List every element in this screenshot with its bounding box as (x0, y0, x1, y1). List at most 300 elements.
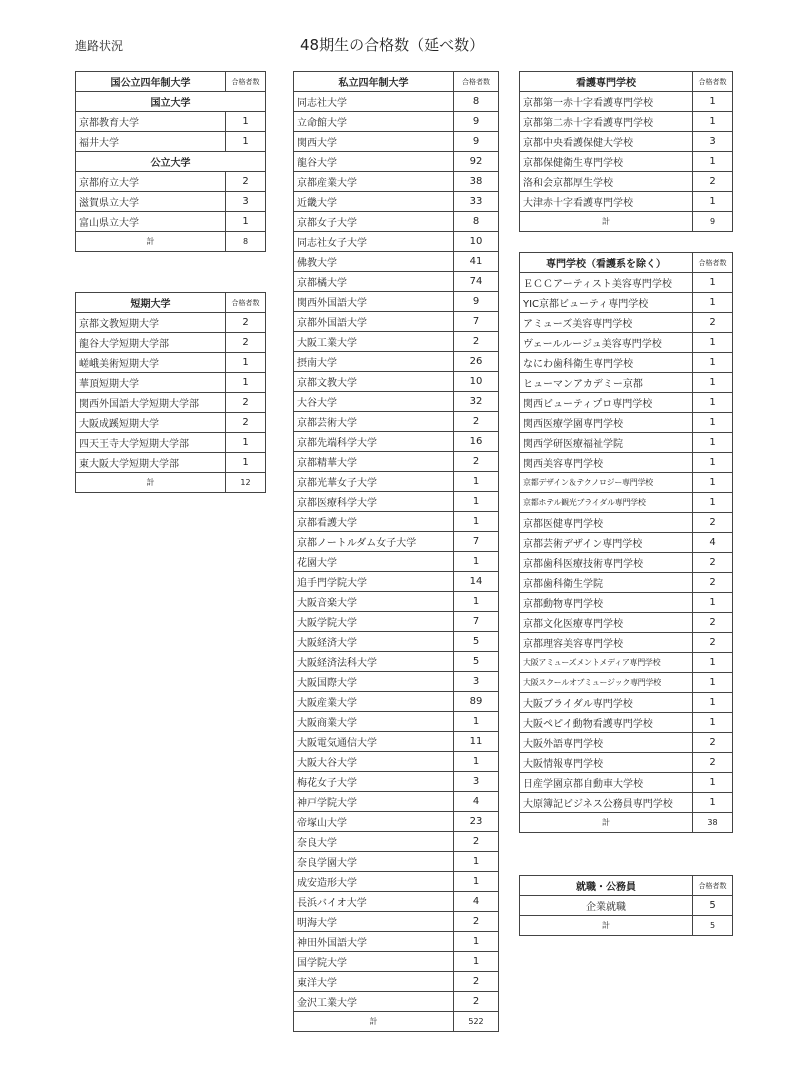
table-row (294, 992, 499, 1012)
pass-count: 2 (454, 972, 499, 992)
table-row (294, 592, 499, 612)
school-name: YIC京都ビューティ専門学校 (520, 293, 693, 313)
table-row (520, 112, 733, 132)
pass-count: 14 (454, 572, 499, 592)
column-header: 合格者数 (226, 293, 266, 313)
section-title: 短期大学 (76, 293, 226, 313)
pass-count: 2 (454, 832, 499, 852)
total-label: 計 (76, 473, 226, 493)
table-row (294, 512, 499, 532)
total-row (76, 473, 266, 493)
school-name: アミューズ美容専門学校 (520, 313, 693, 333)
nursing-school-table (519, 71, 733, 232)
table-row (520, 152, 733, 172)
school-name: 京都文教短期大学 (76, 313, 226, 333)
pass-count: 2 (226, 413, 266, 433)
school-name: 国学院大学 (294, 952, 454, 972)
school-name: 京都外国語大学 (294, 312, 454, 332)
total-row (520, 813, 733, 833)
pass-count: 1 (454, 852, 499, 872)
table-row (294, 672, 499, 692)
pass-count: 1 (693, 453, 733, 473)
pass-count: 2 (693, 313, 733, 333)
pass-count: 1 (693, 192, 733, 212)
school-name: 大谷大学 (294, 392, 454, 412)
section-title: 看護専門学校 (520, 72, 693, 92)
pass-count: 1 (693, 793, 733, 813)
junior-college-table (75, 292, 266, 493)
school-name: 同志社女子大学 (294, 232, 454, 252)
school-name: 近畿大学 (294, 192, 454, 212)
table-header-row (76, 72, 266, 92)
school-name: 大阪ペピイ動物看護専門学校 (520, 713, 693, 733)
school-name: 京都ホテル観光ブライダル専門学校 (520, 493, 693, 513)
school-name: 佛教大学 (294, 252, 454, 272)
table-row (520, 293, 733, 313)
pass-count: 2 (693, 553, 733, 573)
school-name: 洛和会京都厚生学校 (520, 172, 693, 192)
table-row (520, 413, 733, 433)
table-header-row (520, 253, 733, 273)
school-name: 京都橘大学 (294, 272, 454, 292)
school-name: 摂南大学 (294, 352, 454, 372)
table-row (520, 613, 733, 633)
school-name: 関西学研医療福祉学院 (520, 433, 693, 453)
pass-count: 33 (454, 192, 499, 212)
school-name: 奈良大学 (294, 832, 454, 852)
pass-count: 1 (454, 952, 499, 972)
table-row (294, 692, 499, 712)
table-row (294, 532, 499, 552)
table-row (294, 392, 499, 412)
table-row (294, 212, 499, 232)
school-name: 関西医療学園専門学校 (520, 413, 693, 433)
public-university-table (75, 71, 266, 252)
pass-count: 11 (454, 732, 499, 752)
table-row (76, 413, 266, 433)
school-name: 京都文教大学 (294, 372, 454, 392)
subsection-row (76, 92, 266, 112)
column-header: 合格者数 (693, 72, 733, 92)
table-row (294, 412, 499, 432)
table-row (294, 892, 499, 912)
pass-count: 1 (454, 552, 499, 572)
column-header: 合格者数 (693, 253, 733, 273)
table-row (294, 972, 499, 992)
school-name: 大阪アミューズメントメディア専門学校 (520, 653, 693, 673)
total-count: 9 (693, 212, 733, 232)
table-row (294, 452, 499, 472)
school-name: 京都ノートルダム女子大学 (294, 532, 454, 552)
school-name: 東大阪大学短期大学部 (76, 453, 226, 473)
pass-count: 1 (454, 592, 499, 612)
total-row (76, 232, 266, 252)
subsection-row (76, 152, 266, 172)
table-row (294, 932, 499, 952)
table-row (76, 192, 266, 212)
school-name: 長浜バイオ大学 (294, 892, 454, 912)
table-header-row (520, 72, 733, 92)
pass-count: 1 (693, 693, 733, 713)
school-name: 京都動物専門学校 (520, 593, 693, 613)
table-row (294, 812, 499, 832)
table-row (294, 192, 499, 212)
employment-table (519, 875, 733, 936)
school-name: 大原簿記ビジネス公務員専門学校 (520, 793, 693, 813)
table-row (520, 513, 733, 533)
school-name: 大阪外語専門学校 (520, 733, 693, 753)
table-row (294, 492, 499, 512)
pass-count: 1 (226, 373, 266, 393)
pass-count: 26 (454, 352, 499, 372)
pass-count: 2 (454, 332, 499, 352)
total-count: 522 (454, 1012, 499, 1032)
school-name: 大阪成蹊短期大学 (76, 413, 226, 433)
table-row (520, 733, 733, 753)
pass-count: 32 (454, 392, 499, 412)
school-name: 梅花女子大学 (294, 772, 454, 792)
table-row (76, 373, 266, 393)
school-name: 京都産業大学 (294, 172, 454, 192)
pass-count: 2 (454, 992, 499, 1012)
table-row (520, 333, 733, 353)
school-name: 嵯峨美術短期大学 (76, 353, 226, 373)
pass-count: 1 (454, 472, 499, 492)
table-row (294, 272, 499, 292)
table-row (294, 832, 499, 852)
pass-count: 5 (454, 652, 499, 672)
pass-count: 1 (454, 712, 499, 732)
pass-count: 3 (454, 772, 499, 792)
table-row (76, 353, 266, 373)
pass-count: 74 (454, 272, 499, 292)
school-name: 京都芸術大学 (294, 412, 454, 432)
table-row (294, 632, 499, 652)
pass-count: 7 (454, 612, 499, 632)
school-name: 京都保健衛生専門学校 (520, 152, 693, 172)
table-row (520, 373, 733, 393)
school-name: 京都歯科医療技術専門学校 (520, 553, 693, 573)
school-name: 大阪工業大学 (294, 332, 454, 352)
table-row (294, 912, 499, 932)
school-name: 金沢工業大学 (294, 992, 454, 1012)
table-row (520, 773, 733, 793)
table-row (294, 952, 499, 972)
pass-count: 2 (693, 733, 733, 753)
total-row (520, 916, 733, 936)
table-row (76, 112, 266, 132)
pass-count: 9 (454, 112, 499, 132)
pass-count: 3 (693, 132, 733, 152)
table-row (520, 313, 733, 333)
table-row (294, 232, 499, 252)
table-row (294, 92, 499, 112)
school-name: 京都医健専門学校 (520, 513, 693, 533)
table-row (520, 673, 733, 693)
school-name: 京都第二赤十字看護専門学校 (520, 112, 693, 132)
table-row (294, 872, 499, 892)
school-name: 京都女子大学 (294, 212, 454, 232)
school-name: 大阪経済大学 (294, 632, 454, 652)
school-name: 滋賀県立大学 (76, 192, 226, 212)
table-row (294, 332, 499, 352)
school-name: 奈良学園大学 (294, 852, 454, 872)
pass-count: 2 (693, 513, 733, 533)
pass-count: 2 (454, 412, 499, 432)
table-row (520, 533, 733, 553)
school-name: 大阪音楽大学 (294, 592, 454, 612)
table-row (76, 393, 266, 413)
table-row (520, 593, 733, 613)
table-row (76, 172, 266, 192)
table-row (294, 772, 499, 792)
school-name: 神田外国語大学 (294, 932, 454, 952)
table-row (520, 433, 733, 453)
pass-count: 9 (454, 132, 499, 152)
table-row (294, 372, 499, 392)
school-name: 大阪国際大学 (294, 672, 454, 692)
section-title: 専門学校（看護系を除く） (520, 253, 693, 273)
table-row (76, 433, 266, 453)
table-row (76, 453, 266, 473)
table-row (520, 473, 733, 493)
column-header: 合格者数 (693, 876, 733, 896)
school-name: 明海大学 (294, 912, 454, 932)
school-name: ＥＣＣアーティスト美容専門学校 (520, 273, 693, 293)
table-row (520, 553, 733, 573)
table-row (294, 352, 499, 372)
table-row (520, 693, 733, 713)
school-name: 大阪スクールオブミュージック専門学校 (520, 673, 693, 693)
pass-count: 16 (454, 432, 499, 452)
column-header: 合格者数 (226, 72, 266, 92)
table-row (520, 573, 733, 593)
pass-count: 1 (693, 773, 733, 793)
school-name: 神戸学院大学 (294, 792, 454, 812)
school-name: 帝塚山大学 (294, 812, 454, 832)
pass-count: 1 (693, 152, 733, 172)
pass-count: 1 (226, 433, 266, 453)
school-name: 大阪大谷大学 (294, 752, 454, 772)
table-row (294, 112, 499, 132)
subsection-title: 国立大学 (76, 92, 266, 112)
table-row (294, 572, 499, 592)
school-name: 京都歯科衛生学院 (520, 573, 693, 593)
total-label: 計 (520, 916, 693, 936)
total-label: 計 (294, 1012, 454, 1032)
subsection-title: 公立大学 (76, 152, 266, 172)
pass-count: 92 (454, 152, 499, 172)
school-name: 関西外国語大学短期大学部 (76, 393, 226, 413)
pass-count: 1 (693, 433, 733, 453)
table-row (294, 552, 499, 572)
pass-count: 4 (693, 533, 733, 553)
pass-count: 9 (454, 292, 499, 312)
school-name: 京都文化医療専門学校 (520, 613, 693, 633)
school-name: 京都理容美容専門学校 (520, 633, 693, 653)
table-row (294, 172, 499, 192)
pass-count: 1 (693, 493, 733, 513)
table-row (294, 312, 499, 332)
pass-count: 1 (693, 92, 733, 112)
table-header-row (76, 293, 266, 313)
school-name: 京都精華大学 (294, 452, 454, 472)
section-title: 私立四年制大学 (294, 72, 454, 92)
pass-count: 3 (226, 192, 266, 212)
school-name: 大阪学院大学 (294, 612, 454, 632)
page-title: 48期生の合格数（延べ数） (300, 36, 485, 54)
school-name: 福井大学 (76, 132, 226, 152)
pass-count: 4 (454, 892, 499, 912)
pass-count: 23 (454, 812, 499, 832)
pass-count: 1 (226, 453, 266, 473)
pass-count: 2 (693, 573, 733, 593)
table-row (294, 432, 499, 452)
school-name: 立命館大学 (294, 112, 454, 132)
table-row (76, 132, 266, 152)
private-university-table (293, 71, 499, 1032)
total-count: 8 (226, 232, 266, 252)
school-name: 京都看護大学 (294, 512, 454, 532)
pass-count: 2 (693, 633, 733, 653)
total-label: 計 (76, 232, 226, 252)
pass-count: 3 (454, 672, 499, 692)
school-name: 大阪ブライダル専門学校 (520, 693, 693, 713)
total-label: 計 (520, 212, 693, 232)
pass-count: 1 (693, 393, 733, 413)
table-row (76, 313, 266, 333)
pass-count: 1 (454, 492, 499, 512)
table-row (520, 633, 733, 653)
school-name: 龍谷大学短期大学部 (76, 333, 226, 353)
school-name: 日産学園京都自動車大学校 (520, 773, 693, 793)
school-name: 大阪経済法科大学 (294, 652, 454, 672)
pass-count: 2 (693, 753, 733, 773)
pass-count: 2 (454, 452, 499, 472)
table-row (294, 612, 499, 632)
school-name: 大阪産業大学 (294, 692, 454, 712)
table-row (294, 132, 499, 152)
table-header-row (520, 876, 733, 896)
pass-count: 1 (454, 752, 499, 772)
pass-count: 7 (454, 532, 499, 552)
table-row (520, 653, 733, 673)
total-count: 12 (226, 473, 266, 493)
column-header: 合格者数 (454, 72, 499, 92)
school-name: 大津赤十字看護専門学校 (520, 192, 693, 212)
school-name: 富山県立大学 (76, 212, 226, 232)
pass-count: 2 (226, 393, 266, 413)
pass-count: 1 (454, 512, 499, 532)
table-row (294, 752, 499, 772)
pass-count: 1 (693, 293, 733, 313)
pass-count: 1 (693, 333, 733, 353)
pass-count: 1 (693, 353, 733, 373)
table-header-row (294, 72, 499, 92)
pass-count: 5 (693, 896, 733, 916)
school-name: 四天王寺大学短期大学部 (76, 433, 226, 453)
school-name: 花園大学 (294, 552, 454, 572)
pass-count: 1 (226, 353, 266, 373)
table-row (520, 393, 733, 413)
pass-count: 4 (454, 792, 499, 812)
total-row (294, 1012, 499, 1032)
table-row (294, 792, 499, 812)
pass-count: 1 (693, 413, 733, 433)
pass-count: 2 (693, 613, 733, 633)
section-title: 就職・公務員 (520, 876, 693, 896)
total-count: 38 (693, 813, 733, 833)
school-name: ヒューマンアカデミー京都 (520, 373, 693, 393)
total-row (520, 212, 733, 232)
pass-count: 1 (226, 212, 266, 232)
school-name: 関西大学 (294, 132, 454, 152)
school-name: 関西ビューティプロ専門学校 (520, 393, 693, 413)
table-row (76, 212, 266, 232)
table-row (520, 493, 733, 513)
school-name: 関西美容専門学校 (520, 453, 693, 473)
pass-count: 1 (693, 593, 733, 613)
school-name: 大阪商業大学 (294, 712, 454, 732)
school-name: 成安造形大学 (294, 872, 454, 892)
pass-count: 1 (693, 653, 733, 673)
school-name: 大阪情報専門学校 (520, 753, 693, 773)
total-label: 計 (520, 813, 693, 833)
table-row (294, 152, 499, 172)
table-row (520, 896, 733, 916)
table-row (520, 172, 733, 192)
table-row (520, 273, 733, 293)
pass-count: 2 (226, 172, 266, 192)
table-row (294, 472, 499, 492)
school-name: 関西外国語大学 (294, 292, 454, 312)
table-row (294, 292, 499, 312)
school-name: なにわ歯科衛生専門学校 (520, 353, 693, 373)
table-row (520, 132, 733, 152)
pass-count: 1 (454, 932, 499, 952)
pass-count: 5 (454, 632, 499, 652)
school-name: 企業就職 (520, 896, 693, 916)
pass-count: 1 (693, 673, 733, 693)
school-name: 京都芸術デザイン専門学校 (520, 533, 693, 553)
table-row (294, 732, 499, 752)
pass-count: 1 (693, 713, 733, 733)
pass-count: 41 (454, 252, 499, 272)
table-row (294, 852, 499, 872)
pass-count: 10 (454, 372, 499, 392)
school-name: 大阪電気通信大学 (294, 732, 454, 752)
vocational-school-table (519, 252, 733, 833)
table-row (520, 753, 733, 773)
school-name: 華頂短期大学 (76, 373, 226, 393)
header-label: 進路状況 (75, 39, 124, 53)
school-name: ヴェールルージュ美容専門学校 (520, 333, 693, 353)
pass-count: 1 (454, 872, 499, 892)
pass-count: 7 (454, 312, 499, 332)
school-name: 京都光華女子大学 (294, 472, 454, 492)
table-row (520, 192, 733, 212)
pass-count: 8 (454, 92, 499, 112)
table-row (520, 453, 733, 473)
table-row (520, 353, 733, 373)
school-name: 東洋大学 (294, 972, 454, 992)
school-name: 京都府立大学 (76, 172, 226, 192)
pass-count: 38 (454, 172, 499, 192)
pass-count: 1 (693, 373, 733, 393)
total-count: 5 (693, 916, 733, 936)
table-row (520, 793, 733, 813)
pass-count: 2 (226, 333, 266, 353)
